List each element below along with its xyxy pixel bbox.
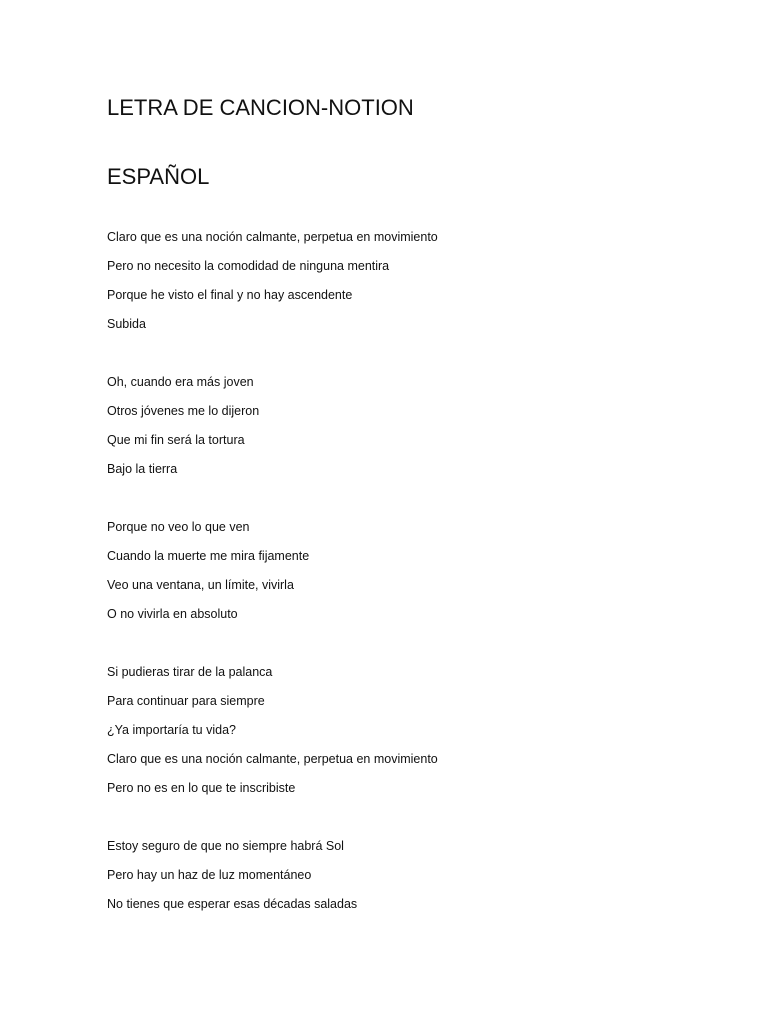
- lyric-line: Porque no veo lo que ven: [107, 520, 250, 534]
- lyric-line: O no vivirla en absoluto: [107, 607, 238, 621]
- stanza-4: [107, 663, 438, 808]
- stanza-5: [107, 837, 438, 924]
- language-heading: ESPAÑOL: [107, 164, 210, 189]
- lyric-line: Subida: [107, 317, 146, 331]
- lyric-line: Porque he visto el final y no hay ascendente: [107, 288, 353, 302]
- lyric-line: Claro que es una noción calmante, perpetua en movimiento: [107, 752, 438, 766]
- stanza-2: [107, 373, 438, 489]
- lyric-line: Otros jóvenes me lo dijeron: [107, 404, 260, 418]
- lyric-line: Pero no es en lo que te inscribiste: [107, 781, 296, 795]
- lyric-line: Que mi fin será la tortura: [107, 433, 245, 447]
- lyric-line: Oh, cuando era más joven: [107, 375, 254, 389]
- lyric-line: Claro que es una noción calmante, perpetua en movimiento: [107, 230, 438, 244]
- lyric-line: ¿Ya importaría tu vida?: [107, 723, 236, 737]
- lyric-line: Pero no necesito la comodidad de ninguna mentira: [107, 259, 390, 273]
- lyric-line: Si pudieras tirar de la palanca: [107, 665, 273, 679]
- stanza-3: [107, 518, 438, 634]
- lyric-line: Para continuar para siempre: [107, 694, 265, 708]
- lyric-line: Veo una ventana, un límite, vivirla: [107, 578, 294, 592]
- lyric-line: Cuando la muerte me mira fijamente: [107, 549, 310, 563]
- lyric-line: Bajo la tierra: [107, 462, 178, 476]
- lyric-line: No tienes que esperar esas décadas saladas: [107, 897, 358, 911]
- lyric-line: Estoy seguro de que no siempre habrá Sol: [107, 839, 344, 853]
- lyrics-body: [107, 228, 438, 953]
- stanza-1: [107, 228, 438, 344]
- page-title: LETRA DE CANCION-NOTION: [107, 95, 414, 120]
- lyric-line: Pero hay un haz de luz momentáneo: [107, 868, 312, 882]
